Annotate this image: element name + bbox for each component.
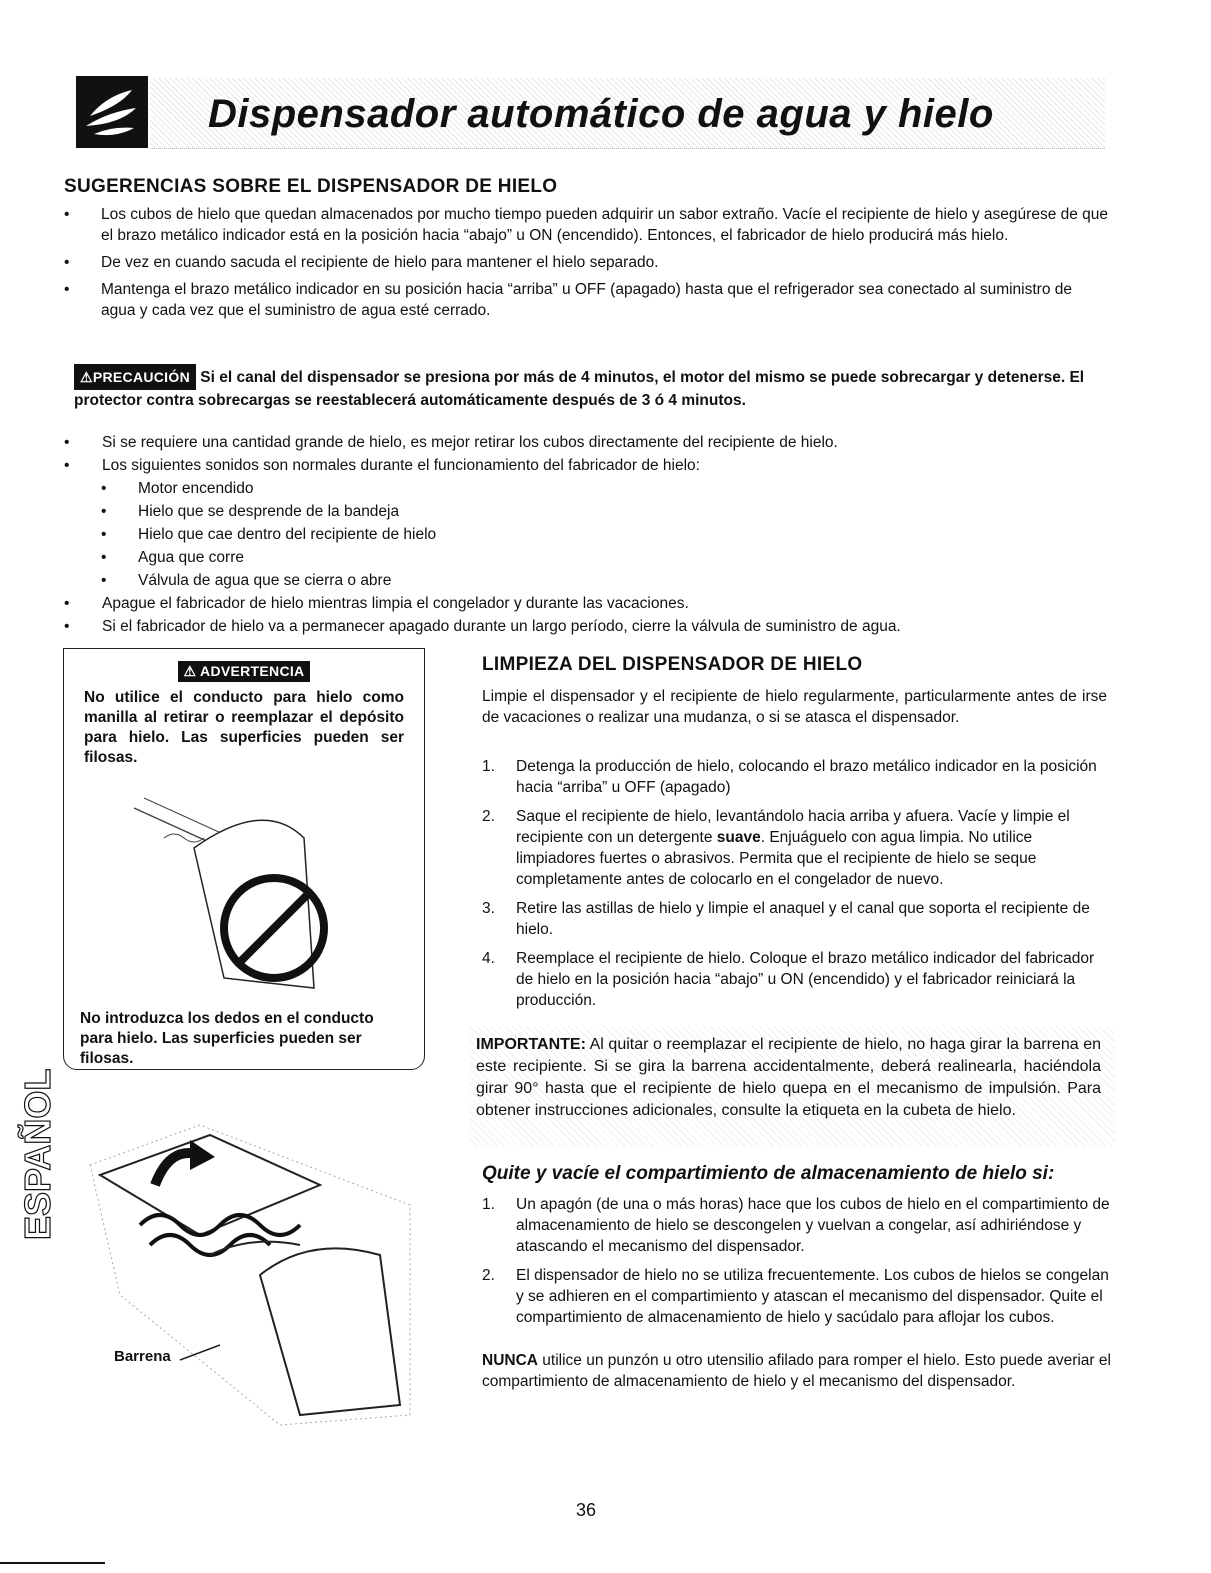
page-title: Dispensador automático de agua y hielo <box>208 92 994 136</box>
language-side-tab <box>12 1050 62 1250</box>
warning-triangle-icon: ⚠ <box>183 663 197 679</box>
sugerencias-list <box>64 204 1109 327</box>
warning-text-2: No introduzca los dedos en el conducto para hielo. Las superficies pueden ser filosas. <box>80 1010 374 1067</box>
no-hand-illustration <box>104 778 424 1003</box>
list-item: • Si el fabricador de hielo va a permanecer apagado durante un largo período, cierre la válvula de suministro de agua. <box>64 616 1109 637</box>
sound-item: • Hielo que se desprende de la bandeja <box>64 501 1109 522</box>
warning-box <box>63 648 425 1070</box>
caution-text: Si el canal del dispensador se presiona por más de 4 minutos, el motor del mismo se puede sobrecargar y detenerse. El protector contra sobrecargas se reestablecerá automáticamente después de 3 ó 4 minutos. <box>74 369 1085 409</box>
sound-item: • Hielo que cae dentro del recipiente de hielo <box>64 524 1109 545</box>
section-heading-limpieza: LIMPIEZA DEL DISPENSADOR DE HIELO <box>482 654 863 675</box>
section-heading-sugerencias: SUGERENCIAS SOBRE EL DISPENSADOR DE HIELO <box>64 176 558 197</box>
list-item: • De vez en cuando sacuda el recipiente de hielo para mantener el hielo separado. <box>64 252 1109 273</box>
sound-item: • Válvula de agua que se cierra o abre <box>64 570 1109 591</box>
remove-heading: Quite y vacíe el compartimiento de almacenamiento de hielo si: <box>482 1163 1055 1184</box>
list-item: 4. Reemplace el recipiente de hielo. Coloque el brazo metálico indicador del fabricador de hielo en la posición hacia “abajo” u ON (encendido) y el fabricador reiniciará la producción. <box>482 950 1095 1009</box>
warning-triangle-icon: ⚠ <box>80 369 93 385</box>
auger-label: Barrena <box>114 1348 171 1365</box>
caution-block <box>74 364 1114 412</box>
list-item: 2. Saque el recipiente de hielo, levantándolo hacia arriba y afuera. Vacíe y limpie el recipiente con un detergente suave. Enjuáguelo con agua limpia. No utilice limpiadores fuertes o abrasivos. Permita que el recipiente de hielo se seque completamente antes de colocarlo en el congelador de nuevo. <box>482 808 1070 888</box>
list-item: • Apague el fabricador de hielo mientras limpia el congelador y durante las vacaciones. <box>64 593 1109 614</box>
cleaning-intro: Limpie el dispensador y el recipiente de hielo regularmente, particularmente antes de irse de vacaciones o realizar una mudanza, o si se atasca el dispensador. <box>482 688 1107 726</box>
warning-text-1: No utilice el conducto para hielo como manilla al retirar o reemplazar el depósito para hielo. Las superficies pueden ser filosas. <box>84 689 404 766</box>
important-note: IMPORTANTE: Al quitar o reemplazar el recipiente de hielo, no haga girar la barrena en este recipiente. Si se gira la barrena accidentalmente, deberá realinearla, haciéndola girar 90° hasta que el recipiente de hielo quepa en el mecanismo de impulsión. Para obtener instrucciones adicionales, consulte la etiqueta en la cubeta de hielo. <box>476 1036 1102 1119</box>
sound-item: • Agua que corre <box>64 547 1109 568</box>
list-item: • Los cubos de hielo que quedan almacenados por mucho tiempo pueden adquirir un sabor extraño. Vacíe el recipiente de hielo y asegúrese de que el brazo metálico indicador está en la posición hacia “abajo” u ON (encendido). Entonces, el fabricador de hielo producirá más hielo. <box>64 204 1109 246</box>
list-item: • Si se requiere una cantidad grande de hielo, es mejor retirar los cubos directamente del recipiente de hielo. <box>64 432 1109 453</box>
list-item: • Mantenga el brazo metálico indicador en su posición hacia “arriba” u OFF (apagado) hasta que el refrigerador sea conectado al suministro de agua y cada vez que el suministro de agua esté cerrado. <box>64 279 1109 321</box>
sound-item: • Motor encendido <box>64 478 1109 499</box>
list-item: 1. Detenga la producción de hielo, colocando el brazo metálico indicador en la posición hacia “arriba” u OFF (apagado) <box>482 758 1097 796</box>
list-item: 1. Un apagón (de una o más horas) hace que los cubos de hielo en el compartimiento de almacenamiento de hielo se descongelen y vuelvan a congelar, así adhiriéndose y atascando el mecanismo del dispensador. <box>482 1196 1110 1255</box>
warning-label: ⚠ ADVERTENCIA <box>178 661 311 682</box>
footer-rule <box>0 1562 105 1564</box>
auger-illustration <box>80 1085 430 1445</box>
remove-list <box>482 1194 1112 1336</box>
never-note: NUNCA utilice un punzón u otro utensilio afilado para romper el hielo. Esto puede averiar el compartimiento de almacenamiento de hielo y el mecanismo del dispensador. <box>482 1352 1111 1390</box>
list-item: 2. El dispensador de hielo no se utiliza frecuentemente. Los cubos de hielos se congelan y se adhieren en el compartimiento y atascan el mecanismo del dispensador. Quite el compartimiento de almacenamiento de hielo y sacúdalo para aflojar los cubos. <box>482 1267 1109 1326</box>
caution-label: ⚠PRECAUCIÓN <box>74 364 196 390</box>
list-item: • Los siguientes sonidos son normales durante el funcionamiento del fabricador de hielo: <box>64 455 1109 476</box>
cleaning-steps <box>482 756 1107 1019</box>
list-item: 3. Retire las astillas de hielo y limpie el anaquel y el canal que soporta el recipiente de hielo. <box>482 900 1090 938</box>
side-tab-text: ESPAÑOL <box>17 1068 58 1240</box>
leaf-logo-icon <box>76 76 148 148</box>
page-number: 36 <box>576 1500 597 1520</box>
sounds-section <box>64 432 1109 639</box>
